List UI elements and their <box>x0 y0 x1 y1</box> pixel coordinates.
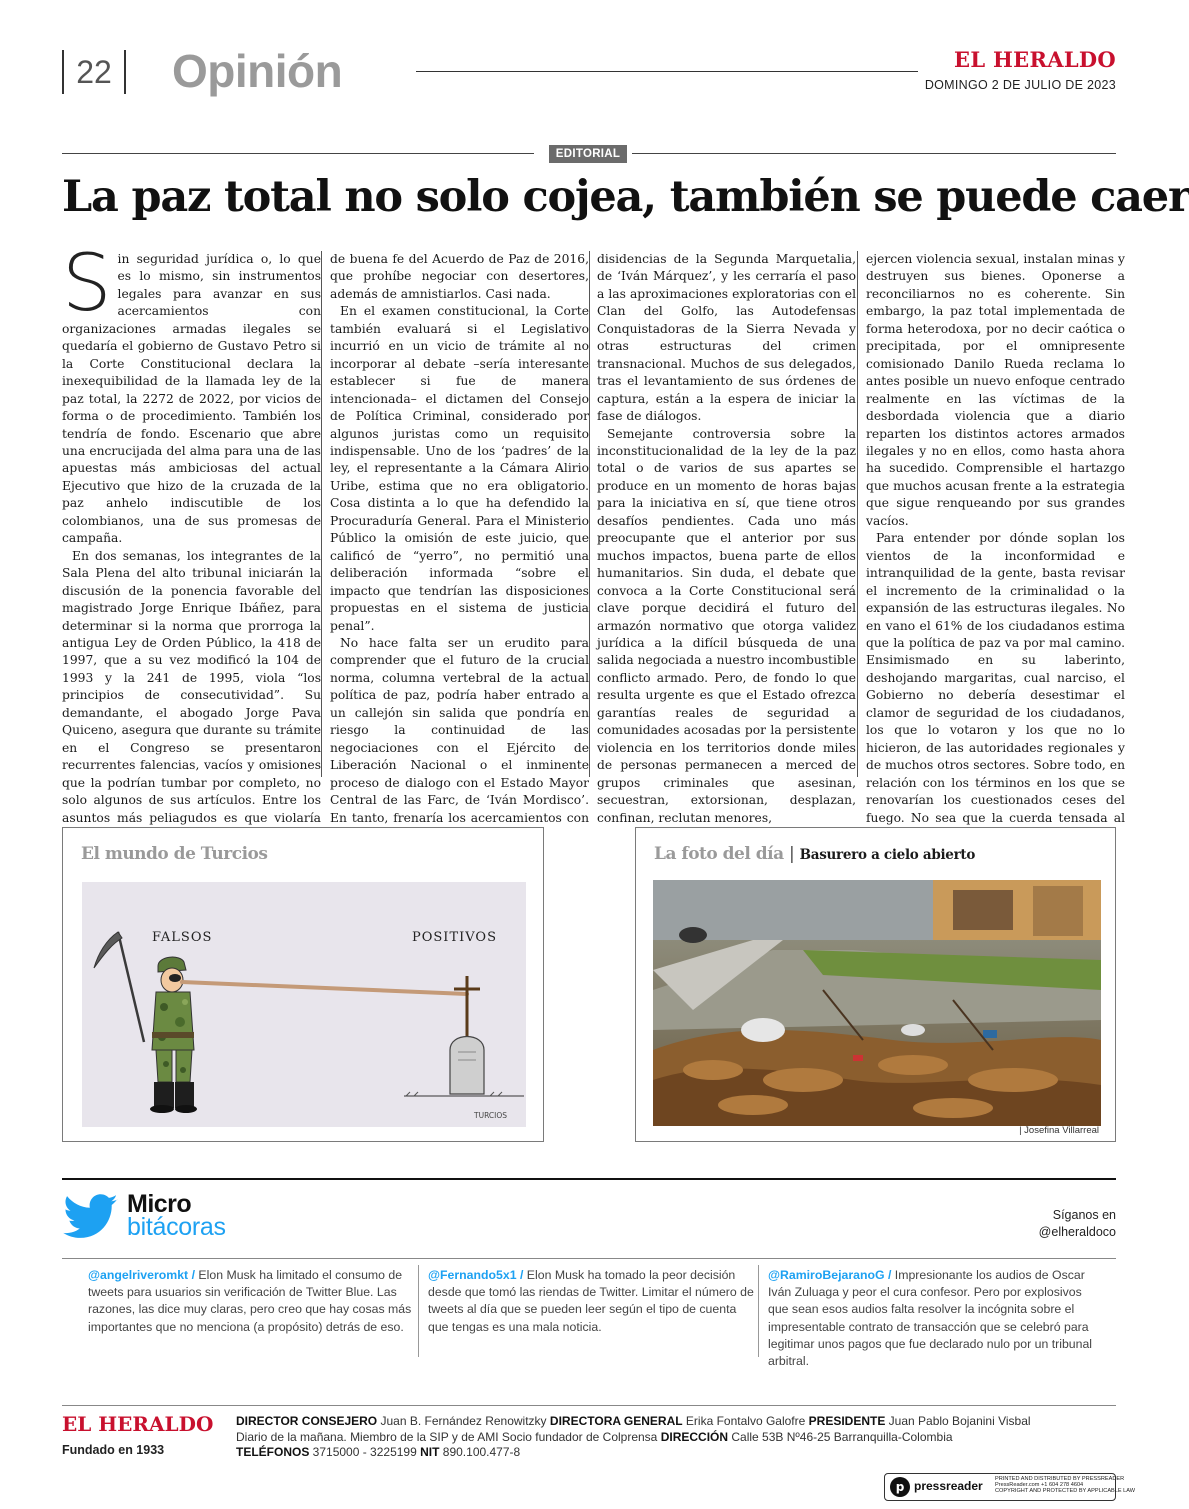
paragraph: in seguridad jurídica o, lo que es lo mismo, sin instrumentos legales para avanzar en sus acercamientos con organizaciones armadas ilegales se quedaría el gobierno de Gustavo Petro si la Corte Constitucional declara la inexequibilidad de la llamada ley de la paz total, la 2272 de 2022, por vicios de forma o de procedimiento. También los tendría de fondo. Escenario que abre una encrucijada del alma para una de las apuestas más ambiciosas del actual Ejecutivo que hizo de la cruzada de la paz anhelo indiscutible de los colombianos, una de sus promesas de campaña. <box>62 252 321 546</box>
nit-label: NIT <box>420 1445 440 1459</box>
nit-value: 890.100.477-8 <box>439 1445 521 1459</box>
micro-top-rule <box>62 1178 1116 1180</box>
editorial-headline: La paz total no solo cojea, también se puede caer <box>62 172 1189 222</box>
editorial-kicker: EDITORIAL <box>549 145 627 163</box>
scythe-icon <box>94 932 144 1042</box>
tweet-text: Impresionante los audios de Oscar Iván Zuluaga y peor el cura confesor. Pero por explosivos que sean esos audios falta resolver la incógnita sobre el impresentable contrato de transacción que se celebró para legitimar unos pagos que fue declarado nulo por un tribunal arbitral. <box>768 1268 1093 1369</box>
follow-us <box>1039 1207 1116 1241</box>
kicker-rule-right <box>632 153 1116 154</box>
photo-title <box>654 844 975 864</box>
cartoon-drawing <box>82 882 526 1127</box>
masthead-logo: EL HERALDO <box>954 47 1116 72</box>
cartoon-label-positivos: POSITIVOS <box>412 930 497 945</box>
footer-rule <box>62 1405 1116 1406</box>
paragraph: En dos semanas, los integrantes de la Sala Plena del alto tribunal iniciarán la discusión de la ponencia favorable del magistrado Jorge Enrique Ibáñez, para determinar si la norma que prorroga la antigua Ley de Orden Público, la 418 de 1997, que a su vez modificó la 104 de 1993 y la 241 de 1995, viola “los principios de consecutividad”. Su demandante, el abogado Jorge Pava Quiceno, asegura que durante su trámite en el Congreso se presentaron recurrentes falencias, vacíos y omisiones que la podrían tumbar por completo, no solo algunos de sus artículos. Entre los asuntos más peliagudos es que violaría <box>62 548 321 825</box>
column-divider <box>589 251 590 777</box>
directora-name: Erika Fontalvo Galofre <box>682 1414 809 1428</box>
tweet-handle[interactable]: @angelriveromkt / <box>88 1268 195 1282</box>
footer-membership: Diario de la mañana. Miembro de la SIP y de AMI Socio fundador de Colprensa <box>236 1429 661 1444</box>
tweet <box>88 1267 418 1336</box>
micro-rule <box>62 1258 1116 1259</box>
director-label: DIRECTOR CONSEJERO <box>236 1414 378 1428</box>
photo-box <box>635 827 1116 1142</box>
paragraph: No hace falta ser un erudito para comprender que el futuro de la crucial norma, columna vertebral de la actual política de paz, podría haber entrado a un callejón sin salida que pondría en riesgo la continuidad de las negociaciones con el Ejército de Liberación Nacional o el inminente proceso de dialogo con el Estado Mayor Central de las Farc, de ‘Iván Mordisco’. En tanto, frenaría los acercamientos con <box>330 635 589 825</box>
column-divider <box>321 251 322 777</box>
long-nose-icon <box>182 982 467 994</box>
pressreader-line3: COPYRIGHT AND PROTECTED BY APPLICABLE LAW <box>995 1488 1136 1495</box>
direccion-label: DIRECCIÓN <box>660 1429 729 1444</box>
cartoon-signature: TURCIOS <box>474 1111 508 1120</box>
footer-founded: Fundado en 1933 <box>62 1443 165 1457</box>
tweet-divider <box>758 1265 759 1357</box>
tweet <box>768 1267 1098 1370</box>
page-number: 22 <box>62 50 126 94</box>
kicker-rule-left <box>62 153 534 154</box>
footer-credits <box>236 1414 1116 1461</box>
article-column-1 <box>62 239 321 825</box>
cartoon-label-falsos: FALSOS <box>152 930 213 945</box>
pressreader-icon: p <box>890 1477 910 1497</box>
tweet-divider <box>418 1265 419 1357</box>
section-title: Opinión <box>172 45 343 97</box>
follow-handle[interactable]: @elheraldoco <box>1038 1225 1116 1239</box>
pressreader-badge[interactable] <box>884 1473 1136 1501</box>
footer-credits-line2 <box>236 1430 1116 1446</box>
photo-title-label: La foto del día <box>654 844 784 864</box>
tweet-handle[interactable]: @RamiroBejaranoG / <box>768 1268 892 1282</box>
article-column-3 <box>597 251 857 825</box>
tweet <box>428 1267 758 1336</box>
cartoon-box <box>62 827 544 1142</box>
twitter-bird-icon <box>62 1194 120 1240</box>
paragraph: de buena fe del Acuerdo de Paz de 2016, que prohíbe negociar con desertores, además de amnistiarlos. Casi nada. <box>330 252 589 301</box>
paragraph: En el examen constitucional, la Corte también evaluará si el Legislativo incurrió en un vicio de trámite al no incorporar al debate –sería interesante establecer si fue de manera intencionada– el dictamen del Consejo de Política Criminal, considerado por algunos juristas como un requisito indispensable. Uno de los ‘padres’ de la ley, el representante a la Cámara Alirio Uribe, estima que no era obligatorio. Cosa distinta a lo que ha defendido la Procuraduría General. Para el Ministerio Público la omisión de este juicio, que calificó de “yerro”, no permitió una deliberación informada “sobre el impacto que tendrían las disposiciones propuestas en el sistema de justicia penal”. <box>330 304 589 633</box>
tombstone-icon <box>450 1037 484 1095</box>
tweet-text: Elon Musk ha tomado la peor decisión desde que tomó las riendas de Twitter. Limitar el número de tweets al día que se pueden leer según el tipo de cuenta que tengas es una mala noticia. <box>428 1268 754 1334</box>
micro-title-line1: Micro <box>127 1190 192 1218</box>
pressreader-name: pressreader <box>914 1479 983 1493</box>
pressreader-line2: PressReader.com +1 604 278 4604 <box>995 1482 1084 1489</box>
article-column-4 <box>866 251 1125 825</box>
footer-logo: EL HERALDO <box>62 1412 214 1436</box>
pressreader-line1: PRINTED AND DISTRIBUTED BY PRESSREADER <box>995 1476 1125 1482</box>
directora-label: DIRECTORA GENERAL <box>549 1414 683 1428</box>
telefonos-value: 3715000 - 3225199 <box>309 1445 421 1459</box>
drop-cap: S <box>62 239 112 329</box>
photo-subtitle: Basurero a cielo abierto <box>799 847 976 863</box>
paragraph: Para entender por dónde soplan los vientos de la inconformidad e intranquilidad de la gente, basta revisar el incremento de la criminalidad o la expansión de las estructuras ilegales. No en vano el 61% de los ciudadanos estima que la política de paz va por mal camino. Ensimismado en su laberinto, deshojando margaritas, cual narciso, el Gobierno no debería desestimar el clamor de seguridad de los ciudadanos, los que lo votaron y los que no lo hicieron, de las autoridades regionales y de muchos otros sectores. Sobre todo, en relación con los términos en los que se renovarían los cuestionados ceses del fuego. No sea que la cuerda tensada al <box>866 531 1125 825</box>
photo-garbage-dump <box>653 880 1101 1126</box>
column-divider <box>857 251 858 777</box>
tweet-text: Elon Musk ha limitado el consumo de tweets para usuarios sin verificación de Twitter Blue. Las razones, las dice muy claras, pero creo que hay cosas más importantes que no menciona (a propósito) detrás de eso. <box>88 1268 412 1334</box>
masthead-date: DOMINGO 2 DE JULIO DE 2023 <box>924 78 1116 92</box>
footer-credits-line1 <box>236 1414 1116 1430</box>
presidente-name: Juan Pablo Bojanini Visbal <box>885 1414 1031 1428</box>
header-rule <box>416 71 918 72</box>
photo-image <box>653 880 1101 1126</box>
direccion-value: Calle 53B Nº46-25 Barranquilla-Colombia <box>728 1429 953 1444</box>
paragraph: disidencias de la Segunda Marquetalia, de ‘Iván Márquez’, y les cerraría el paso a las aproximaciones exploratorias con el Clan del Golfo, las Autodefensas Conquistadoras de la Sierra Nevada y otras estructuras del crimen transnacional. Muchos de sus delegados, tras el levantamiento de sus órdenes de captura, están a la espera de iniciar la fase de diálogos. <box>597 252 856 424</box>
pressreader-fineprint <box>995 1476 1136 1495</box>
presidente-label: PRESIDENTE <box>808 1414 886 1428</box>
paragraph: Semejante controversia sobre la inconstitucionalidad de la ley de la paz total o de varios de sus apartes se produce en un momento de horas bajas para la iniciativa en sí, que tiene otros desafíos pendientes. Cada uno más preocupante que el anterior por sus muchos impactos, buena parte de ellos humanitarios. Sin duda, el debate que convoca a la Corte Constitucional será clave porque decidirá el futuro del armazón normativo que otorga validez jurídica a la difícil búsqueda de una salida negociada a nuestro incombustible conflicto armado. Pero, de fondo lo que resulta urgente es que el Estado ofrezca garantías reales de seguridad a comunidades acosadas por la persistente violencia en los territorios donde miles de personas permanecen a merced de grupos criminales que asesinan, secuestran, extorsionan, desplazan, confinan, reclutan menores, <box>597 426 857 825</box>
follow-label: Síganos en <box>1052 1208 1116 1222</box>
footer-credits-line3 <box>236 1445 1116 1461</box>
director-name: Juan B. Fernández Renowitzky <box>377 1414 550 1428</box>
article-column-2 <box>330 251 589 825</box>
photo-credit: | Josefina Villarreal <box>1019 1125 1099 1136</box>
cartoon-title: El mundo de Turcios <box>81 844 268 864</box>
photo-title-separator: | <box>789 844 795 864</box>
cross-icon <box>454 976 480 1040</box>
paragraph: ejercen violencia sexual, instalan minas y destruyen sus bienes. Oponerse a reconciliarnos no es coherente. Sin embargo, la paz total implementada de forma heterodoxa, por no decir caótica o precipitada, por el omnipresente comisionado Danilo Rueda reclama lo antes posible un nuevo enfoque centrado realmente en las víctimas de la desbordada violencia que a diario reparten los distintos actores armados ilegales y no en ellos, como hasta ahora ha sucedido. Comprensible el hartazgo que muchos acusan frente a la estrategia que sigue renqueando por sus grandes vacíos. <box>866 252 1125 528</box>
tweet-handle[interactable]: @Fernando5x1 / <box>428 1268 524 1282</box>
cartoon-illustration <box>82 882 526 1127</box>
micro-title-line2: bitácoras <box>127 1213 226 1241</box>
telefonos-label: TELÉFONOS <box>236 1445 310 1459</box>
